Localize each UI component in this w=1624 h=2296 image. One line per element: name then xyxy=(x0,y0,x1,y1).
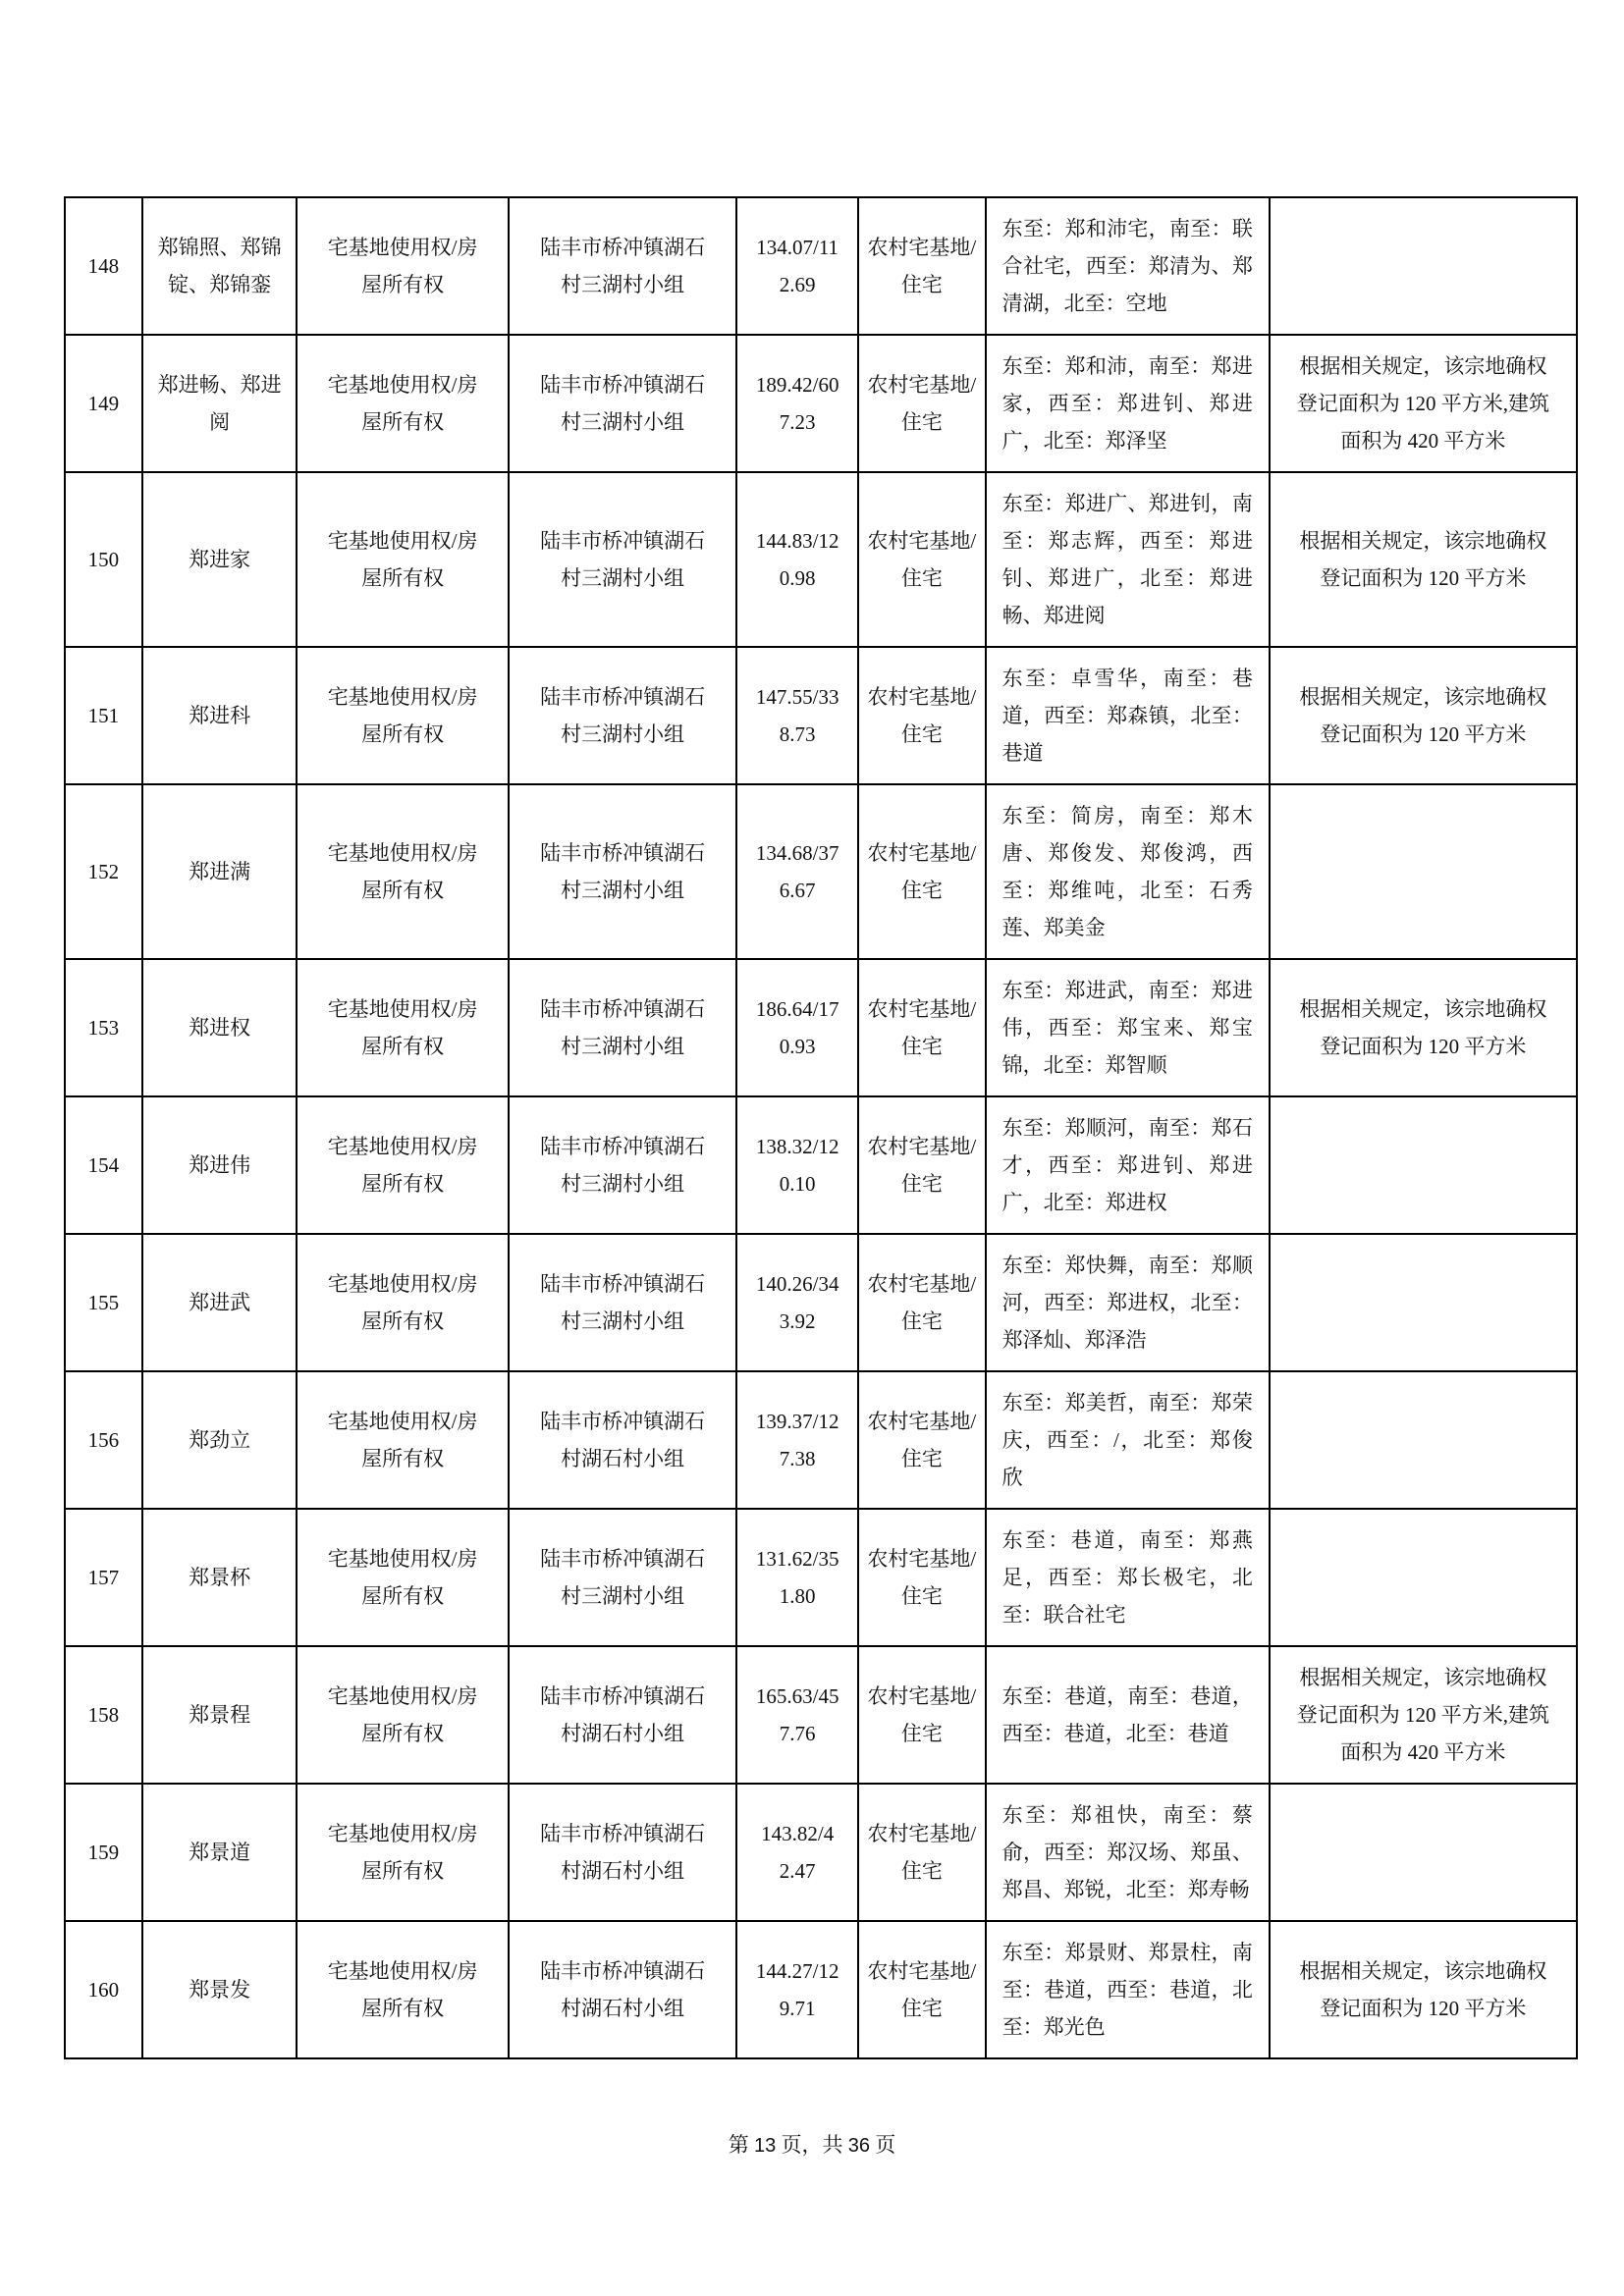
boundaries-text: 东至：简房，南至：郑木唐、郑俊发、郑俊鸿，西至：郑维吨，北至：石秀莲、郑美金 xyxy=(1001,804,1253,939)
cell-rights-type: 宅基地使用权/房屋所有权 xyxy=(296,1372,507,1508)
cell-area-value: 143.82/42.47 xyxy=(735,1785,857,1920)
cell-row-number: 157 xyxy=(87,1566,120,1589)
cell-remark xyxy=(1269,1097,1576,1233)
cell-row-number: 153 xyxy=(87,1016,120,1040)
boundaries-text: 东至：郑和沛，南至：郑进家，西至：郑进钊、郑进广，北至：郑泽坚 xyxy=(1001,354,1253,453)
cell-rights-type: 宅基地使用权/房屋所有权 xyxy=(296,1647,507,1783)
cell-rights-type: 宅基地使用权/房屋所有权 xyxy=(296,785,507,958)
boundaries-text: 东至：卓雪华，南至：巷道，西至：郑森镇，北至：巷道 xyxy=(1001,667,1253,765)
table-row xyxy=(66,198,1576,334)
cell-boundaries xyxy=(985,1785,1269,1920)
cell-row-number: 156 xyxy=(87,1428,120,1452)
page-footer xyxy=(0,2125,1624,2165)
cell-row-number: 160 xyxy=(87,1978,120,2002)
table-row xyxy=(66,958,1576,1095)
cell-area-value: 138.32/120.10 xyxy=(735,1097,857,1233)
cell-land-type: 农村宅基地/住宅 xyxy=(857,785,985,958)
cell-area-value: 134.68/376.67 xyxy=(735,785,857,958)
cell-rights-type: 宅基地使用权/房屋所有权 xyxy=(296,473,507,646)
cell-location: 陆丰市桥冲镇湖石村三湖村小组 xyxy=(508,473,735,646)
table-row xyxy=(66,646,1576,783)
cell-owner-name: 郑进伟 xyxy=(141,1097,297,1233)
boundaries-text: 东至：郑景财、郑景柱，南至：巷道，西至：巷道，北至：郑光色 xyxy=(1001,1941,1253,2039)
cell-boundaries xyxy=(985,648,1269,783)
cell-remark: 根据相关规定，该宗地确权登记面积为 120 平方米 xyxy=(1269,648,1576,783)
cell-area-value: 134.07/112.69 xyxy=(735,198,857,334)
cell-location: 陆丰市桥冲镇湖石村三湖村小组 xyxy=(508,960,735,1095)
cell-remark xyxy=(1269,1372,1576,1508)
cell-remark: 根据相关规定，该宗地确权登记面积为 120 平方米 xyxy=(1269,473,1576,646)
table-row xyxy=(66,1095,1576,1233)
cell-boundaries xyxy=(985,960,1269,1095)
cell-location: 陆丰市桥冲镇湖石村三湖村小组 xyxy=(508,198,735,334)
cell-location: 陆丰市桥冲镇湖石村三湖村小组 xyxy=(508,1097,735,1233)
boundaries-text: 东至：郑快舞，南至：郑顺河，西至：郑进权，北至：郑泽灿、郑泽浩 xyxy=(1001,1254,1253,1352)
cell-area-value: 131.62/351.80 xyxy=(735,1510,857,1645)
boundaries-text: 东至：郑美哲，南至：郑荣庆，西至：/，北至：郑俊欣 xyxy=(1001,1391,1253,1489)
table-row xyxy=(66,334,1576,471)
table-row xyxy=(66,783,1576,958)
cell-location: 陆丰市桥冲镇湖石村三湖村小组 xyxy=(508,336,735,471)
cell-area-value: 144.27/129.71 xyxy=(735,1922,857,2057)
records-table xyxy=(64,196,1578,2059)
table-row xyxy=(66,1233,1576,1370)
cell-remark: 根据相关规定，该宗地确权登记面积为 120 平方米 xyxy=(1269,1922,1576,2057)
cell-remark: 根据相关规定，该宗地确权登记面积为 120 平方米,建筑面积为 420 平方米 xyxy=(1269,336,1576,471)
cell-remark xyxy=(1269,198,1576,334)
cell-row-number: 152 xyxy=(87,860,120,883)
cell-area-value: 144.83/120.98 xyxy=(735,473,857,646)
footer-prefix: 第 xyxy=(728,2133,749,2157)
cell-rights-type: 宅基地使用权/房屋所有权 xyxy=(296,1510,507,1645)
cell-area-value: 139.37/127.38 xyxy=(735,1372,857,1508)
boundaries-text: 东至：郑进广、郑进钊，南至：郑志辉，西至：郑进钊、郑进广，北至：郑进畅、郑进阅 xyxy=(1001,492,1253,627)
cell-land-type: 农村宅基地/住宅 xyxy=(857,336,985,471)
cell-remark: 根据相关规定，该宗地确权登记面积为 120 平方米 xyxy=(1269,960,1576,1095)
cell-land-type: 农村宅基地/住宅 xyxy=(857,1922,985,2057)
cell-owner-name: 郑景杯 xyxy=(141,1510,297,1645)
boundaries-text: 东至：巷道，南至：巷道，西至：巷道，北至：巷道 xyxy=(1001,1684,1253,1745)
cell-area-value: 147.55/338.73 xyxy=(735,648,857,783)
cell-remark xyxy=(1269,1510,1576,1645)
cell-boundaries xyxy=(985,1922,1269,2057)
cell-location: 陆丰市桥冲镇湖石村三湖村小组 xyxy=(508,648,735,783)
cell-boundaries xyxy=(985,473,1269,646)
cell-rights-type: 宅基地使用权/房屋所有权 xyxy=(296,198,507,334)
cell-rights-type: 宅基地使用权/房屋所有权 xyxy=(296,1785,507,1920)
footer-total-pages: 36 xyxy=(847,2135,870,2157)
cell-rights-type: 宅基地使用权/房屋所有权 xyxy=(296,648,507,783)
cell-land-type: 农村宅基地/住宅 xyxy=(857,1235,985,1370)
cell-boundaries xyxy=(985,785,1269,958)
cell-land-type: 农村宅基地/住宅 xyxy=(857,960,985,1095)
cell-row-number: 154 xyxy=(87,1153,120,1177)
cell-owner-name: 郑进满 xyxy=(141,785,297,958)
cell-owner-name: 郑劲立 xyxy=(141,1372,297,1508)
boundaries-text: 东至：郑进武，南至：郑进伟，西至：郑宝来、郑宝锦，北至：郑智顺 xyxy=(1001,979,1253,1077)
cell-location: 陆丰市桥冲镇湖石村三湖村小组 xyxy=(508,785,735,958)
table-row xyxy=(66,1370,1576,1508)
cell-location: 陆丰市桥冲镇湖石村三湖村小组 xyxy=(508,1235,735,1370)
cell-owner-name: 郑景程 xyxy=(141,1647,297,1783)
table-row xyxy=(66,1920,1576,2057)
cell-owner-name: 郑进权 xyxy=(141,960,297,1095)
cell-boundaries xyxy=(985,1647,1269,1783)
cell-owner-name: 郑景发 xyxy=(141,1922,297,2057)
cell-area-value: 165.63/457.76 xyxy=(735,1647,857,1783)
cell-row-number: 149 xyxy=(87,392,120,415)
cell-land-type: 农村宅基地/住宅 xyxy=(857,1785,985,1920)
boundaries-text: 东至：巷道，南至：郑燕足，西至：郑长极宅，北至：联合社宅 xyxy=(1001,1528,1253,1627)
cell-row-number: 159 xyxy=(87,1841,120,1864)
cell-land-type: 农村宅基地/住宅 xyxy=(857,1372,985,1508)
cell-land-type: 农村宅基地/住宅 xyxy=(857,1647,985,1783)
cell-remark xyxy=(1269,1785,1576,1920)
cell-row-number: 150 xyxy=(87,548,120,571)
cell-location: 陆丰市桥冲镇湖石村湖石村小组 xyxy=(508,1372,735,1508)
cell-remark xyxy=(1269,785,1576,958)
cell-boundaries xyxy=(985,1510,1269,1645)
boundaries-text: 东至：郑祖快，南至：蔡俞，西至：郑汉场、郑虽、郑昌、郑锐，北至：郑寿畅 xyxy=(1001,1803,1253,1901)
table-row xyxy=(66,471,1576,646)
cell-rights-type: 宅基地使用权/房屋所有权 xyxy=(296,336,507,471)
cell-rights-type: 宅基地使用权/房屋所有权 xyxy=(296,1922,507,2057)
cell-area-value: 140.26/343.92 xyxy=(735,1235,857,1370)
boundaries-text: 东至：郑和沛宅，南至：联合社宅，西至：郑清为、郑清湖，北至：空地 xyxy=(1001,217,1253,315)
cell-row-number: 148 xyxy=(87,254,120,278)
cell-row-number: 155 xyxy=(87,1291,120,1314)
cell-owner-name: 郑进畅、郑进阅 xyxy=(141,336,297,471)
cell-boundaries xyxy=(985,1097,1269,1233)
cell-remark: 根据相关规定，该宗地确权登记面积为 120 平方米,建筑面积为 420 平方米 xyxy=(1269,1647,1576,1783)
cell-boundaries xyxy=(985,1372,1269,1508)
cell-land-type: 农村宅基地/住宅 xyxy=(857,648,985,783)
cell-remark xyxy=(1269,1235,1576,1370)
cell-land-type: 农村宅基地/住宅 xyxy=(857,1097,985,1233)
footer-page-number: 13 xyxy=(754,2135,777,2157)
cell-rights-type: 宅基地使用权/房屋所有权 xyxy=(296,960,507,1095)
cell-boundaries xyxy=(985,336,1269,471)
cell-area-value: 189.42/607.23 xyxy=(735,336,857,471)
cell-owner-name: 郑进武 xyxy=(141,1235,297,1370)
table-row xyxy=(66,1645,1576,1783)
cell-owner-name: 郑进家 xyxy=(141,473,297,646)
boundaries-text: 东至：郑顺河，南至：郑石才，西至：郑进钊、郑进广，北至：郑进权 xyxy=(1001,1116,1253,1214)
footer-middle: 页，共 xyxy=(781,2133,843,2157)
cell-owner-name: 郑锦照、郑锦锭、郑锦銮 xyxy=(141,198,297,334)
cell-area-value: 186.64/170.93 xyxy=(735,960,857,1095)
footer-suffix: 页 xyxy=(875,2133,896,2157)
cell-boundaries xyxy=(985,198,1269,334)
cell-row-number: 151 xyxy=(87,704,120,727)
cell-row-number: 158 xyxy=(87,1703,120,1727)
cell-location: 陆丰市桥冲镇湖石村湖石村小组 xyxy=(508,1647,735,1783)
table-row xyxy=(66,1508,1576,1645)
cell-location: 陆丰市桥冲镇湖石村湖石村小组 xyxy=(508,1785,735,1920)
cell-land-type: 农村宅基地/住宅 xyxy=(857,198,985,334)
cell-rights-type: 宅基地使用权/房屋所有权 xyxy=(296,1235,507,1370)
cell-land-type: 农村宅基地/住宅 xyxy=(857,1510,985,1645)
table-row xyxy=(66,1783,1576,1920)
cell-owner-name: 郑进科 xyxy=(141,648,297,783)
cell-location: 陆丰市桥冲镇湖石村湖石村小组 xyxy=(508,1922,735,2057)
cell-location: 陆丰市桥冲镇湖石村三湖村小组 xyxy=(508,1510,735,1645)
cell-land-type: 农村宅基地/住宅 xyxy=(857,473,985,646)
cell-rights-type: 宅基地使用权/房屋所有权 xyxy=(296,1097,507,1233)
cell-boundaries xyxy=(985,1235,1269,1370)
cell-owner-name: 郑景道 xyxy=(141,1785,297,1920)
